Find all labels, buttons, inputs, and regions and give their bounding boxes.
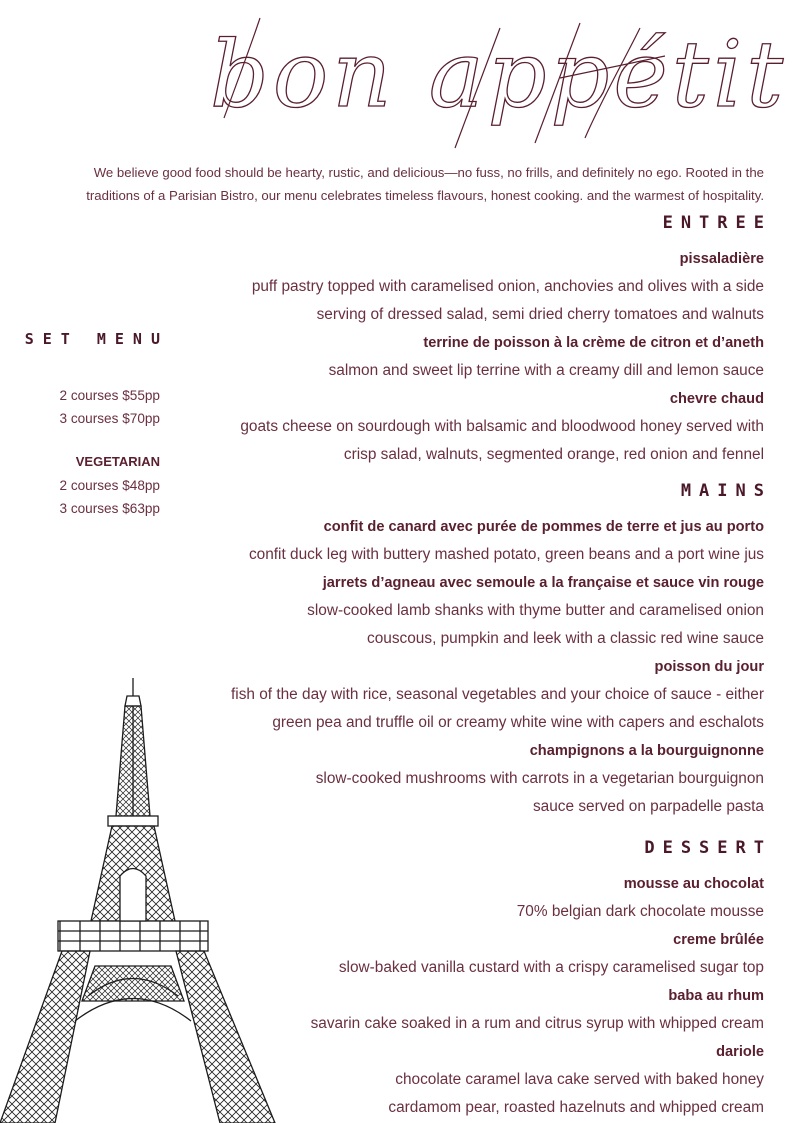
- dish-description: slow-cooked mushrooms with carrots in a vegetarian bourguignon: [315, 770, 764, 787]
- intro-text: [40, 161, 764, 207]
- dish-name: creme brûlée: [673, 932, 764, 948]
- vegetarian-price: 3 courses $63pp: [59, 501, 160, 516]
- dish-description: serving of dressed salad, semi dried cherry tomatoes and walnuts: [316, 306, 764, 323]
- intro-line: traditions of a Parisian Bistro, our menu celebrates timeless flavours, honest cooking. and the warmest of hospitality.: [86, 188, 764, 203]
- dish-name: confit de canard avec purée de pommes de terre et jus au porto: [323, 519, 764, 535]
- dish-name: terrine de poisson à la crème de citron et d’aneth: [423, 335, 764, 351]
- dish-description: couscous, pumpkin and leek with a classic red wine sauce: [367, 630, 764, 647]
- eiffel-tower-icon: [0, 676, 280, 1123]
- menu-title: [200, 8, 788, 158]
- dessert-heading: DESSERT: [644, 838, 772, 858]
- dish-name: champignons a la bourguignonne: [529, 743, 764, 759]
- dish-name: pissaladière: [679, 251, 764, 267]
- set-menu-price: 2 courses $55pp: [59, 388, 160, 403]
- dish-description: puff pastry topped with caramelised onion, anchovies and olives with a side: [251, 278, 764, 295]
- set-menu: [20, 330, 169, 520]
- dish-name: poisson du jour: [654, 659, 764, 675]
- vegetarian-price: 2 courses $48pp: [59, 478, 160, 493]
- dish-name: chevre chaud: [669, 391, 764, 407]
- dish-description: slow-cooked lamb shanks with thyme butter and caramelised onion: [307, 602, 764, 619]
- dish-name: baba au rhum: [668, 988, 764, 1004]
- dish-description: salmon and sweet lip terrine with a creamy dill and lemon sauce: [328, 362, 764, 379]
- dish-description: cardamom pear, roasted hazelnuts and whipped cream: [388, 1099, 764, 1116]
- dish-description: fish of the day with rice, seasonal vegetables and your choice of sauce - either: [231, 686, 764, 703]
- intro-line: We believe good food should be hearty, rustic, and delicious—no fuss, no frills, and definitely no ego. Rooted in the: [93, 165, 764, 180]
- dish-description: sauce served on parpadelle pasta: [532, 798, 764, 815]
- entree-heading: ENTREE: [662, 213, 772, 233]
- entree-section: [190, 213, 772, 469]
- vegetarian-heading: VEGETARIAN: [75, 454, 160, 469]
- dish-description: chocolate caramel lava cake served with baked honey: [395, 1071, 764, 1088]
- mains-heading: MAINS: [680, 481, 772, 501]
- dish-description: slow-baked vanilla custard with a crispy caramelised sugar top: [338, 959, 764, 976]
- menu-title-text: bon appétit: [210, 21, 788, 128]
- set-menu-heading: SET MENU: [24, 330, 169, 348]
- dish-description: crisp salad, walnuts, segmented orange, red onion and fennel: [343, 446, 764, 463]
- dish-name: jarrets d’agneau avec semoule a la française et sauce vin rouge: [322, 575, 764, 591]
- dish-name: dariole: [716, 1044, 764, 1060]
- dish-description: 70% belgian dark chocolate mousse: [516, 903, 764, 920]
- dish-description: goats cheese on sourdough with balsamic and bloodwood honey served with: [240, 418, 764, 435]
- dish-description: green pea and truffle oil or creamy white wine with capers and eschalots: [272, 714, 764, 731]
- dish-name: mousse au chocolat: [623, 876, 764, 892]
- dish-description: savarin cake soaked in a rum and citrus syrup with whipped cream: [310, 1015, 764, 1032]
- set-menu-price: 3 courses $70pp: [59, 411, 160, 426]
- dish-description: confit duck leg with buttery mashed potato, green beans and a port wine jus: [248, 546, 764, 563]
